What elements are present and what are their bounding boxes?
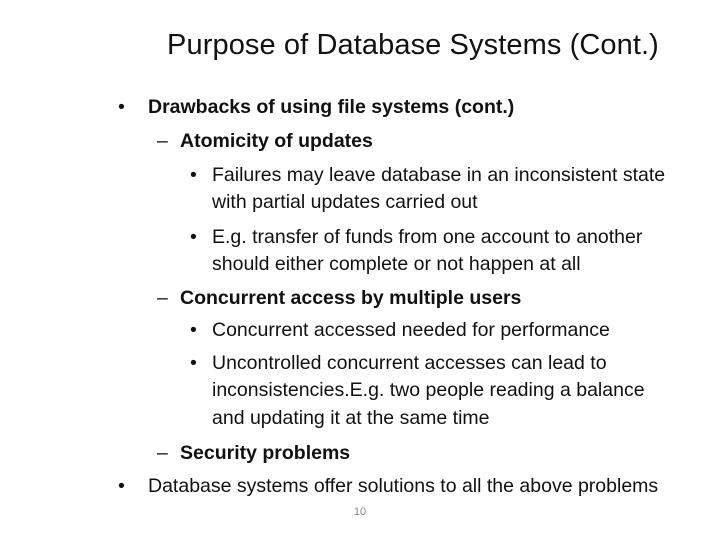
bullet-uncontrolled-line-3: and updating it at the same time	[212, 407, 490, 429]
bullet-atomicity: Atomicity of updates	[180, 130, 373, 152]
dash-marker: –	[157, 442, 168, 464]
bullet-dot: •	[118, 96, 125, 118]
bullet-failures-line-1: Failures may leave database in an inconsistent state	[212, 164, 666, 186]
bullet-failures-line-2: with partial updates carried out	[212, 191, 478, 213]
bullet-dot: •	[190, 226, 197, 248]
bullet-uncontrolled-line-1: Uncontrolled concurrent accesses can lead to	[212, 352, 607, 374]
bullet-drawbacks: Drawbacks of using file systems (cont.)	[148, 96, 515, 118]
bullet-dot: •	[190, 319, 197, 341]
bullet-dot: •	[190, 164, 197, 186]
bullet-dot: •	[118, 475, 125, 497]
slide-title: Purpose of Database Systems (Cont.)	[167, 29, 659, 61]
page-number: 10	[353, 506, 367, 518]
bullet-uncontrolled-line-2: inconsistencies.E.g. two people reading a balance	[212, 379, 645, 401]
bullet-transfer-line-1: E.g. transfer of funds from one account to another	[212, 226, 643, 248]
bullet-dot: •	[190, 352, 197, 374]
bullet-transfer-line-2: should either complete or not happen at all	[212, 253, 581, 275]
bullet-solutions: Database systems offer solutions to all the above problems	[148, 475, 659, 497]
bullet-security: Security problems	[180, 442, 351, 464]
dash-marker: –	[157, 287, 168, 309]
bullet-concurrent-access: Concurrent access by multiple users	[180, 287, 522, 309]
dash-marker: –	[157, 130, 168, 152]
bullet-concurrent-needed: Concurrent accessed needed for performance	[212, 319, 610, 341]
